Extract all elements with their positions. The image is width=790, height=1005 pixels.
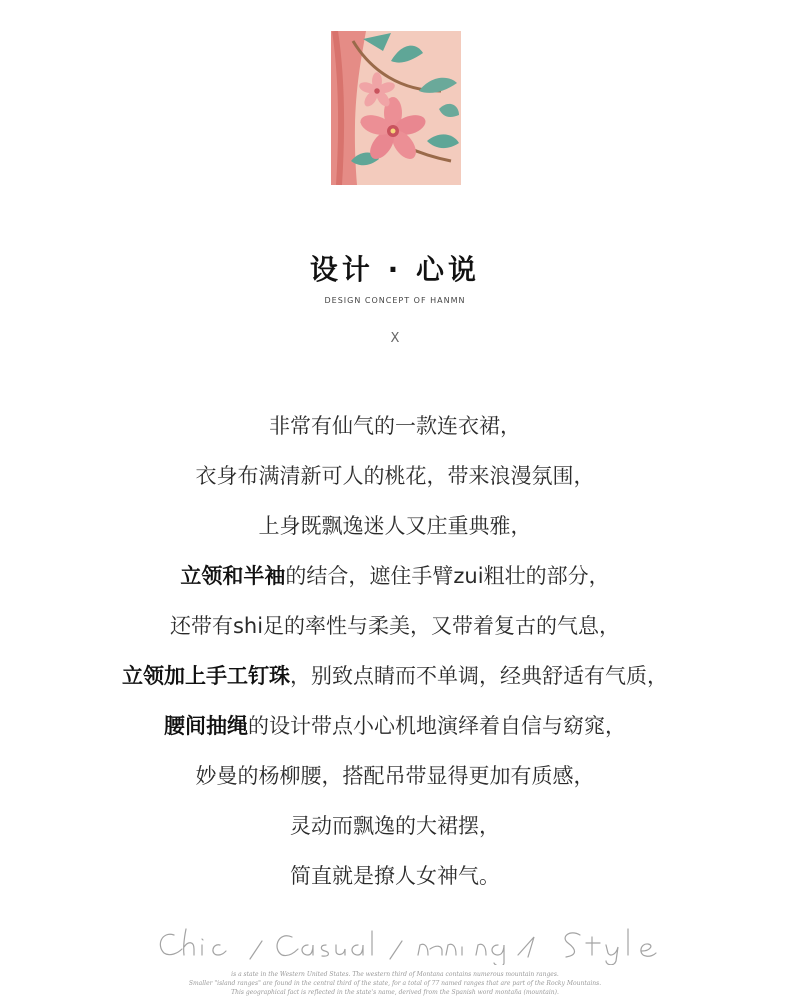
description-line [0, 654, 790, 704]
section-subtitle: DESIGN CONCEPT OF HANMN [324, 296, 466, 305]
fine-print-line: is a state in the Western United States. The western third of Montana contains numerous mountain ranges. [231, 971, 559, 978]
peach-blossom-illustration [331, 31, 461, 185]
line-text: 的设计带点小心机地演绎着自信与窈窕， [248, 714, 626, 738]
line-highlight: 立领加上手工钉珠 [122, 664, 290, 688]
description-line [0, 554, 790, 604]
line-text: 灵动而飘逸的大裙摆， [290, 814, 500, 838]
fine-print [0, 970, 790, 997]
fine-print-line: This geographical fact is reflected in the state's name, derived from the Spanish word montaña (mountain). [231, 989, 559, 996]
section-title: 设计 · 心说 [309, 253, 481, 286]
line-text: 的结合，遮住手臂zui粗壮的部分， [285, 564, 610, 588]
description-line [0, 604, 790, 654]
fine-print-line: Smaller "island ranges" are found in the central third of the state, for a total of 77 named ranges that are part of the Rocky Mountains. [188, 980, 602, 987]
description-line [0, 854, 790, 904]
description-line [0, 454, 790, 504]
fabric-print-image [331, 31, 461, 185]
line-text: 妙曼的杨柳腰，搭配吊带显得更加有质感， [195, 764, 595, 788]
line-text: 非常有仙气的一款连衣裙， [269, 414, 521, 438]
description-line [0, 704, 790, 754]
line-text: 简直就是撩人女神气。 [290, 864, 500, 888]
description-block [0, 404, 790, 904]
separator-mark: X [390, 331, 400, 346]
line-text: 衣身布满清新可人的桃花，带来浪漫氛围， [195, 464, 595, 488]
line-text: 还带有shi足的率性与柔美，又带着复古的气息， [169, 614, 621, 638]
description-line [0, 804, 790, 854]
line-text: ，别致点睛而不单调，经典舒适有气质， [290, 664, 668, 688]
line-highlight: 立领和半袖 [180, 564, 286, 588]
description-line [0, 754, 790, 804]
handwritten-script-logo [150, 915, 670, 965]
description-line [0, 404, 790, 454]
line-text: 上身既飘逸迷人又庄重典雅， [258, 514, 532, 538]
description-line [0, 504, 790, 554]
line-highlight: 腰间抽绳 [164, 714, 248, 738]
